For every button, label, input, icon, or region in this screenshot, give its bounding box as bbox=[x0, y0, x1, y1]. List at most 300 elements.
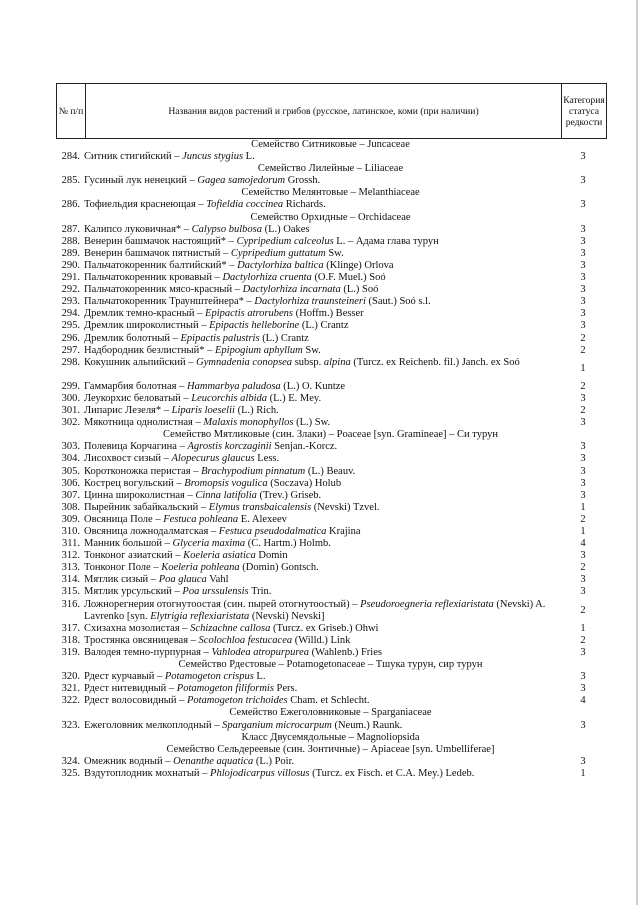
species-name bbox=[84, 647, 553, 659]
species-name bbox=[84, 586, 553, 598]
species-name bbox=[84, 357, 553, 369]
latin-name: Potamogeton filiformis bbox=[176, 683, 274, 695]
table-row bbox=[56, 756, 605, 768]
species-name bbox=[84, 671, 553, 683]
russian-name: Валодея темно-пурпурная – bbox=[84, 646, 212, 658]
russian-name: Венерин башмачок пятнистый – bbox=[84, 247, 231, 259]
author-citation: subsp. bbox=[292, 356, 324, 368]
table-row bbox=[56, 175, 605, 187]
author-citation: Senjan.-Korcz. bbox=[271, 441, 338, 453]
row-number: 307. bbox=[61, 489, 80, 501]
russian-name: Гаммарбия болотная – bbox=[84, 380, 188, 392]
status-category: 3 bbox=[580, 308, 586, 320]
latin-name: Phlojodicarpus villosus bbox=[210, 767, 310, 779]
author-citation: (Wahlenb.) Fries bbox=[309, 646, 382, 658]
status-category: 2 bbox=[580, 332, 586, 344]
status-category: 3 bbox=[580, 259, 586, 271]
latin-name: Elymus transbaicalensis bbox=[208, 501, 312, 513]
row-number: 322. bbox=[61, 695, 80, 707]
row-number: 289. bbox=[61, 247, 80, 259]
table-row bbox=[56, 320, 605, 332]
table-row bbox=[56, 647, 605, 659]
family-heading: Семейство Рдестовые – Potamogetonaceae – Тшука турун, сир турун bbox=[178, 659, 483, 671]
table-row bbox=[56, 151, 605, 163]
family-heading: Семейство Ситниковые – Juncaceae bbox=[251, 139, 410, 150]
latin-name-2: alpina bbox=[323, 356, 351, 368]
row-number: 304. bbox=[61, 453, 80, 465]
russian-name: Тофиельдия краснеющая – bbox=[84, 199, 207, 211]
row-number: 313. bbox=[61, 562, 80, 574]
species-name bbox=[84, 248, 553, 260]
row-number: 309. bbox=[61, 513, 80, 525]
author-citation: (L.) Crantz bbox=[299, 320, 349, 332]
russian-name: Полевица Корчагина – bbox=[84, 441, 188, 453]
russian-name: Дремлик темно-красный – bbox=[84, 308, 206, 320]
table-row bbox=[56, 272, 605, 284]
row-number: 317. bbox=[61, 622, 80, 634]
species-name bbox=[84, 320, 553, 332]
table-row bbox=[56, 768, 605, 780]
russian-name: Ложнорегнерия отогнутоостая (син. пырей отогнутоостый) – bbox=[84, 598, 361, 610]
author-citation-2: (Turcz. ex Reichenb. fil.) Janch. ex Soó bbox=[350, 356, 520, 368]
status-category: 1 bbox=[580, 622, 586, 634]
page-edge bbox=[636, 0, 638, 905]
species-name bbox=[84, 405, 553, 417]
table-row bbox=[56, 514, 605, 526]
species-name bbox=[84, 683, 553, 695]
species-name bbox=[84, 151, 553, 163]
status-category: 3 bbox=[580, 175, 586, 187]
row-number: 299. bbox=[61, 380, 80, 392]
author-citation: (Nevski) Tzvel. bbox=[311, 501, 380, 513]
species-name bbox=[84, 635, 553, 647]
species-name bbox=[84, 526, 553, 538]
status-category: 3 bbox=[580, 441, 586, 453]
russian-name: Липарис Лезеля* – bbox=[84, 405, 172, 417]
row-number: 284. bbox=[61, 151, 80, 163]
status-category: 2 bbox=[580, 380, 586, 392]
status-category: 3 bbox=[580, 151, 586, 163]
russian-name: Надбородник безлистный* – bbox=[84, 344, 215, 356]
author-citation: (Nevski) A. Lavrenko [syn. bbox=[84, 598, 546, 622]
russian-name: Пырейник забайкальский – bbox=[84, 501, 209, 513]
status-category: 3 bbox=[580, 247, 586, 259]
latin-name: Gymnadenia conopsea bbox=[196, 356, 293, 368]
table-row bbox=[56, 381, 605, 393]
species-name bbox=[84, 550, 553, 562]
species-name bbox=[84, 441, 553, 453]
table-row bbox=[56, 502, 605, 514]
latin-name: Epipogium aphyllum bbox=[214, 344, 303, 356]
status-category: 3 bbox=[580, 223, 586, 235]
species-name bbox=[84, 695, 553, 707]
author-citation: Richards. bbox=[283, 199, 326, 211]
row-number: 288. bbox=[61, 235, 80, 247]
table-row bbox=[56, 574, 605, 586]
author-citation: Sw. bbox=[302, 344, 321, 356]
family-heading: Семейство Сельдереевые (син. Зонтичные) – Apiaceae [syn. Umbelliferae] bbox=[166, 743, 495, 755]
author-citation: Domin bbox=[255, 550, 288, 562]
russian-name: Схизахна мозолистая – bbox=[84, 622, 191, 634]
latin-name: Oenanthe aquatica bbox=[173, 755, 254, 767]
russian-name: Ежеголовник мелкоплодный – bbox=[84, 719, 223, 731]
row-number: 319. bbox=[61, 646, 80, 658]
row-number: 291. bbox=[61, 272, 80, 284]
status-category: 3 bbox=[580, 284, 586, 296]
species-name bbox=[84, 720, 553, 732]
row-number: 318. bbox=[61, 634, 80, 646]
status-category: 3 bbox=[580, 719, 586, 731]
species-name bbox=[84, 284, 553, 296]
row-number: 292. bbox=[61, 284, 80, 296]
author-citation: Pers. bbox=[273, 683, 298, 695]
russian-name: Венерин башмачок настоящий* – bbox=[84, 235, 237, 247]
latin-name: Epipactis palustris bbox=[180, 332, 260, 344]
status-category: 3 bbox=[580, 550, 586, 562]
author-citation: (L.) Crantz bbox=[259, 332, 309, 344]
latin-name: Calypso bulbosa bbox=[191, 223, 262, 235]
author-citation: Less. bbox=[254, 453, 280, 465]
species-name bbox=[84, 768, 553, 780]
russian-name: Пальчатокоренник Траунштейнера* – bbox=[84, 296, 255, 308]
latin-name: Tofieldia coccinea bbox=[206, 199, 284, 211]
latin-name: Pseudoroegneria reflexiaristata bbox=[360, 598, 494, 610]
russian-name: Леукорхис беловатый – bbox=[84, 392, 192, 404]
status-category: 2 bbox=[580, 634, 586, 646]
author-citation: (Turcz. ex Griseb.) Ohwi bbox=[270, 622, 379, 634]
table-row bbox=[56, 623, 605, 635]
row-number: 295. bbox=[61, 320, 80, 332]
status-category: 3 bbox=[580, 199, 586, 211]
author-citation: Krajina bbox=[326, 526, 361, 537]
latin-name: Scolochloa festucacea bbox=[198, 634, 293, 646]
status-category: 2 bbox=[580, 405, 586, 417]
row-number: 285. bbox=[61, 175, 80, 187]
author-citation: Sw. bbox=[325, 247, 344, 259]
latin-name: Leucorchis albida bbox=[191, 392, 267, 404]
author-citation: (Soczava) Holub bbox=[267, 477, 342, 489]
status-category: 3 bbox=[580, 453, 586, 465]
species-name bbox=[84, 538, 553, 550]
row-number: 303. bbox=[61, 441, 80, 453]
row-number: 293. bbox=[61, 296, 80, 308]
latin-name: Liparis loeselii bbox=[171, 405, 235, 417]
row-number: 314. bbox=[61, 574, 80, 586]
status-category: 1 bbox=[580, 362, 586, 374]
table-row bbox=[56, 599, 605, 623]
latin-name: Malaxis monophyllos bbox=[203, 417, 294, 429]
author-citation: (L.) E. Mey. bbox=[266, 392, 322, 404]
table-row bbox=[56, 586, 605, 598]
latin-name: Epipactis helleborine bbox=[209, 320, 300, 332]
latin-name: Bromopsis vogulica bbox=[184, 477, 268, 489]
row-number: 311. bbox=[62, 538, 80, 550]
russian-name: Овсяница ложнодалматская – bbox=[84, 526, 219, 537]
status-category: 2 bbox=[580, 513, 586, 525]
row-number: 325. bbox=[61, 767, 80, 779]
author-citation: (L.) Rich. bbox=[234, 405, 279, 417]
species-name bbox=[84, 381, 553, 393]
status-category: 3 bbox=[580, 574, 586, 586]
row-number: 300. bbox=[61, 392, 80, 404]
table-row bbox=[56, 478, 605, 490]
species-name bbox=[84, 453, 553, 465]
russian-name: Дремлик широколистный – bbox=[84, 320, 210, 332]
latin-name: Sparganium microcarpum bbox=[222, 719, 332, 731]
russian-name: Рдест курчавый – bbox=[84, 671, 165, 683]
row-number: 302. bbox=[61, 417, 80, 429]
latin-name: Agrostis korczaginii bbox=[187, 441, 272, 453]
status-category: 3 bbox=[580, 489, 586, 501]
russian-name: Овсяница Поле – bbox=[84, 513, 164, 525]
russian-name: Тонконог азиатский – bbox=[84, 550, 184, 562]
status-category: 2 bbox=[580, 604, 586, 616]
header-col-number: № п/п bbox=[57, 84, 86, 139]
row-number: 286. bbox=[61, 199, 80, 211]
author-citation: (L.) O. Kuntze bbox=[280, 380, 346, 392]
row-number: 321. bbox=[61, 683, 80, 695]
row-number: 290. bbox=[61, 259, 80, 271]
family-heading: Семейство Лилейные – Liliaceae bbox=[257, 163, 404, 175]
author-citation: (L.) Beauv. bbox=[305, 465, 356, 477]
author-citation: L. – Адама глава турун bbox=[333, 235, 439, 247]
latin-name: Koeleria asiatica bbox=[183, 550, 256, 562]
table-row bbox=[56, 236, 605, 248]
table-row bbox=[56, 466, 605, 478]
table-row bbox=[56, 538, 605, 550]
row-number: 298. bbox=[61, 356, 80, 368]
latin-name: Vahlodea atropurpurea bbox=[211, 646, 310, 658]
author-citation: (L.) Poir. bbox=[253, 755, 295, 767]
table-row bbox=[56, 490, 605, 502]
family-heading: Семейство Орхидные – Orchidaceae bbox=[250, 211, 411, 223]
status-category: 3 bbox=[580, 755, 586, 767]
russian-name: Манник большой – bbox=[84, 538, 173, 550]
table-row bbox=[56, 333, 605, 345]
russian-name: Рдест волосовидный – bbox=[84, 695, 187, 707]
table-row bbox=[56, 260, 605, 272]
status-category: 3 bbox=[580, 272, 586, 284]
table-row bbox=[56, 224, 605, 236]
latin-name: Epipactis atrorubens bbox=[205, 308, 294, 320]
row-number: 305. bbox=[61, 465, 80, 477]
russian-name: Калипсо луковичная* – bbox=[84, 223, 192, 235]
table-row bbox=[56, 393, 605, 405]
species-name bbox=[84, 417, 553, 429]
author-citation: (L.) Oakes bbox=[261, 223, 310, 235]
table-row bbox=[56, 405, 605, 417]
family-heading: Семейство Ежеголовниковые – Sparganiaceae bbox=[229, 707, 432, 719]
table-row bbox=[56, 695, 605, 707]
species-name bbox=[84, 260, 553, 272]
species-name bbox=[84, 514, 553, 526]
species-name bbox=[84, 490, 553, 502]
table-row bbox=[56, 248, 605, 260]
author-citation: (L.) Soó bbox=[340, 284, 379, 296]
author-citation: (Klinge) Orlova bbox=[323, 259, 394, 271]
status-category: 3 bbox=[580, 683, 586, 695]
russian-name: Омежник водный – bbox=[84, 755, 174, 767]
status-category: 3 bbox=[580, 235, 586, 247]
table-row bbox=[56, 441, 605, 453]
table-row bbox=[56, 720, 605, 732]
species-name bbox=[84, 466, 553, 478]
russian-name: Кострец вогульский – bbox=[84, 477, 185, 489]
table-row bbox=[56, 417, 605, 429]
status-category: 1 bbox=[580, 526, 586, 537]
latin-name: Potamogeton crispus bbox=[164, 671, 254, 683]
author-citation: L. bbox=[243, 151, 255, 163]
author-citation: Vahl bbox=[206, 574, 229, 586]
status-category: 4 bbox=[580, 695, 586, 707]
russian-name: Гусиный лук ненецкий – bbox=[84, 175, 198, 187]
family-heading: Класс Двусемядольные – Magnoliopsida bbox=[241, 731, 420, 743]
table-row bbox=[56, 635, 605, 647]
row-number: 308. bbox=[61, 501, 80, 513]
row-number: 316. bbox=[61, 598, 80, 610]
russian-name: Мякотница однолистная – bbox=[84, 417, 204, 429]
status-category: 3 bbox=[580, 465, 586, 477]
russian-name: Пальчатокоренник мясо-красный – bbox=[84, 284, 243, 296]
table-row bbox=[56, 526, 605, 538]
status-category: 4 bbox=[580, 538, 586, 550]
russian-name: Мятлик сизый – bbox=[84, 574, 159, 586]
russian-name: Ситник стигийский – bbox=[84, 151, 183, 163]
author-citation: (Saut.) Soó s.l. bbox=[365, 296, 431, 308]
latin-name: Gagea samojedorum bbox=[197, 175, 286, 187]
author-citation: (C. Hartm.) Holmb. bbox=[245, 538, 331, 550]
author-citation: Grossh. bbox=[285, 175, 321, 187]
status-category: 3 bbox=[580, 477, 586, 489]
table-row bbox=[56, 671, 605, 683]
author-citation: Trin. bbox=[248, 586, 272, 598]
author-citation-2: (Nevski) Nevski] bbox=[249, 610, 325, 622]
latin-name: Poa glauca bbox=[158, 574, 207, 586]
author-citation: (Domin) Gontsch. bbox=[239, 562, 319, 574]
species-name bbox=[84, 502, 553, 514]
latin-name: Cypripedium guttatum bbox=[230, 247, 326, 259]
latin-name: Schizachne callosa bbox=[190, 622, 271, 634]
russian-name: Цинна широколистная – bbox=[84, 489, 196, 501]
russian-name: Мятлик урсульский – bbox=[84, 586, 183, 598]
family-heading: Семейство Мелянтовые – Melanthiaceae bbox=[241, 187, 420, 199]
status-category: 3 bbox=[580, 392, 586, 404]
header-col-name: Названия видов растений и грибов (русское, латинское, коми (при наличии) bbox=[86, 84, 562, 139]
species-name bbox=[84, 224, 553, 236]
row-number: 297. bbox=[61, 344, 80, 356]
status-category: 1 bbox=[580, 767, 586, 779]
author-citation: E. Alexeev bbox=[238, 513, 287, 525]
author-citation: (Neum.) Raunk. bbox=[331, 719, 403, 731]
species-name bbox=[84, 393, 553, 405]
table-row bbox=[56, 284, 605, 296]
author-citation: (Willd.) Link bbox=[292, 634, 351, 646]
row-number: 296. bbox=[61, 332, 80, 344]
species-name bbox=[84, 478, 553, 490]
status-category: 3 bbox=[580, 671, 586, 683]
latin-name: Festuca pohleana bbox=[163, 513, 239, 525]
species-name bbox=[84, 308, 553, 320]
species-name bbox=[84, 333, 553, 345]
russian-name: Лисохвост сизый – bbox=[84, 453, 172, 465]
species-name bbox=[84, 199, 553, 211]
row-number: 306. bbox=[61, 477, 80, 489]
author-citation: (L.) Sw. bbox=[293, 417, 331, 429]
status-category: 3 bbox=[580, 296, 586, 308]
row-number: 294. bbox=[61, 308, 80, 320]
header-col-category: Категория статуса редкости bbox=[562, 84, 607, 139]
row-number: 287. bbox=[61, 223, 80, 235]
latin-name: Dactylorhiza traunsteineri bbox=[254, 296, 366, 308]
author-citation: (Trev.) Griseb. bbox=[256, 489, 322, 501]
latin-name: Alopecurus glaucus bbox=[171, 453, 255, 465]
russian-name: Рдест нитевидный – bbox=[84, 683, 177, 695]
author-citation: (Turcz. ex Fisch. et C.A. Mey.) Ledeb. bbox=[309, 767, 475, 779]
species-name bbox=[84, 562, 553, 574]
species-list bbox=[56, 139, 605, 780]
table-row bbox=[56, 357, 605, 381]
status-category: 1 bbox=[580, 501, 586, 513]
latin-name: Brachypodium pinnatum bbox=[201, 465, 306, 477]
russian-name: Тонконог Поле – bbox=[84, 562, 162, 574]
table-row bbox=[56, 562, 605, 574]
latin-name: Dactylorhiza incarnata bbox=[242, 284, 341, 296]
species-name bbox=[84, 272, 553, 284]
row-number: 324. bbox=[61, 755, 80, 767]
row-number: 315. bbox=[61, 586, 80, 598]
row-number: 323. bbox=[61, 719, 80, 731]
russian-name: Коротконожка перистая – bbox=[84, 465, 202, 477]
author-citation: Cham. et Schlecht. bbox=[287, 695, 370, 707]
table-row bbox=[56, 550, 605, 562]
latin-name: Festuca pseudodalmatica bbox=[218, 526, 327, 537]
status-category: 3 bbox=[580, 646, 586, 658]
latin-name: Koeleria pohleana bbox=[161, 562, 240, 574]
latin-name: Dactylorhiza cruenta bbox=[222, 272, 312, 284]
status-category: 2 bbox=[580, 344, 586, 356]
table-header bbox=[56, 83, 607, 139]
species-name bbox=[84, 296, 553, 308]
row-number: 320. bbox=[61, 671, 80, 683]
species-name bbox=[84, 599, 553, 623]
latin-name: Poa urssulensis bbox=[182, 586, 249, 598]
row-number: 312. bbox=[61, 550, 80, 562]
latin-name: Glyceria maxima bbox=[172, 538, 246, 550]
russian-name: Вздутоплодник мохнатый – bbox=[84, 767, 211, 779]
latin-name: Cinna latifolia bbox=[195, 489, 257, 501]
status-category: 3 bbox=[580, 320, 586, 332]
latin-name-2: Elytrigia reflexiaristata bbox=[150, 610, 250, 622]
table-row bbox=[56, 683, 605, 695]
table-row bbox=[56, 296, 605, 308]
latin-name: Potamogeton trichoides bbox=[186, 695, 288, 707]
species-name bbox=[84, 175, 553, 187]
author-citation: (O.F. Muel.) Soó bbox=[311, 272, 386, 284]
row-number: 301. bbox=[61, 405, 80, 417]
russian-name: Пальчатокоренник балтийский* – bbox=[84, 259, 238, 271]
latin-name: Hammarbya paludosa bbox=[187, 380, 281, 392]
table-row bbox=[56, 453, 605, 465]
family-heading: Семейство Мятликовые (син. Злаки) – Poaceae [syn. Gramineae] – Си турун bbox=[163, 429, 498, 441]
species-name bbox=[84, 345, 553, 357]
table-row bbox=[56, 199, 605, 211]
status-category: 3 bbox=[580, 586, 586, 598]
latin-name: Juncus stygius bbox=[182, 151, 244, 163]
russian-name: Тростянка овсяницевая – bbox=[84, 634, 199, 646]
russian-name: Кокушник альпийский – bbox=[84, 356, 197, 368]
table-row bbox=[56, 345, 605, 357]
species-name bbox=[84, 623, 553, 635]
